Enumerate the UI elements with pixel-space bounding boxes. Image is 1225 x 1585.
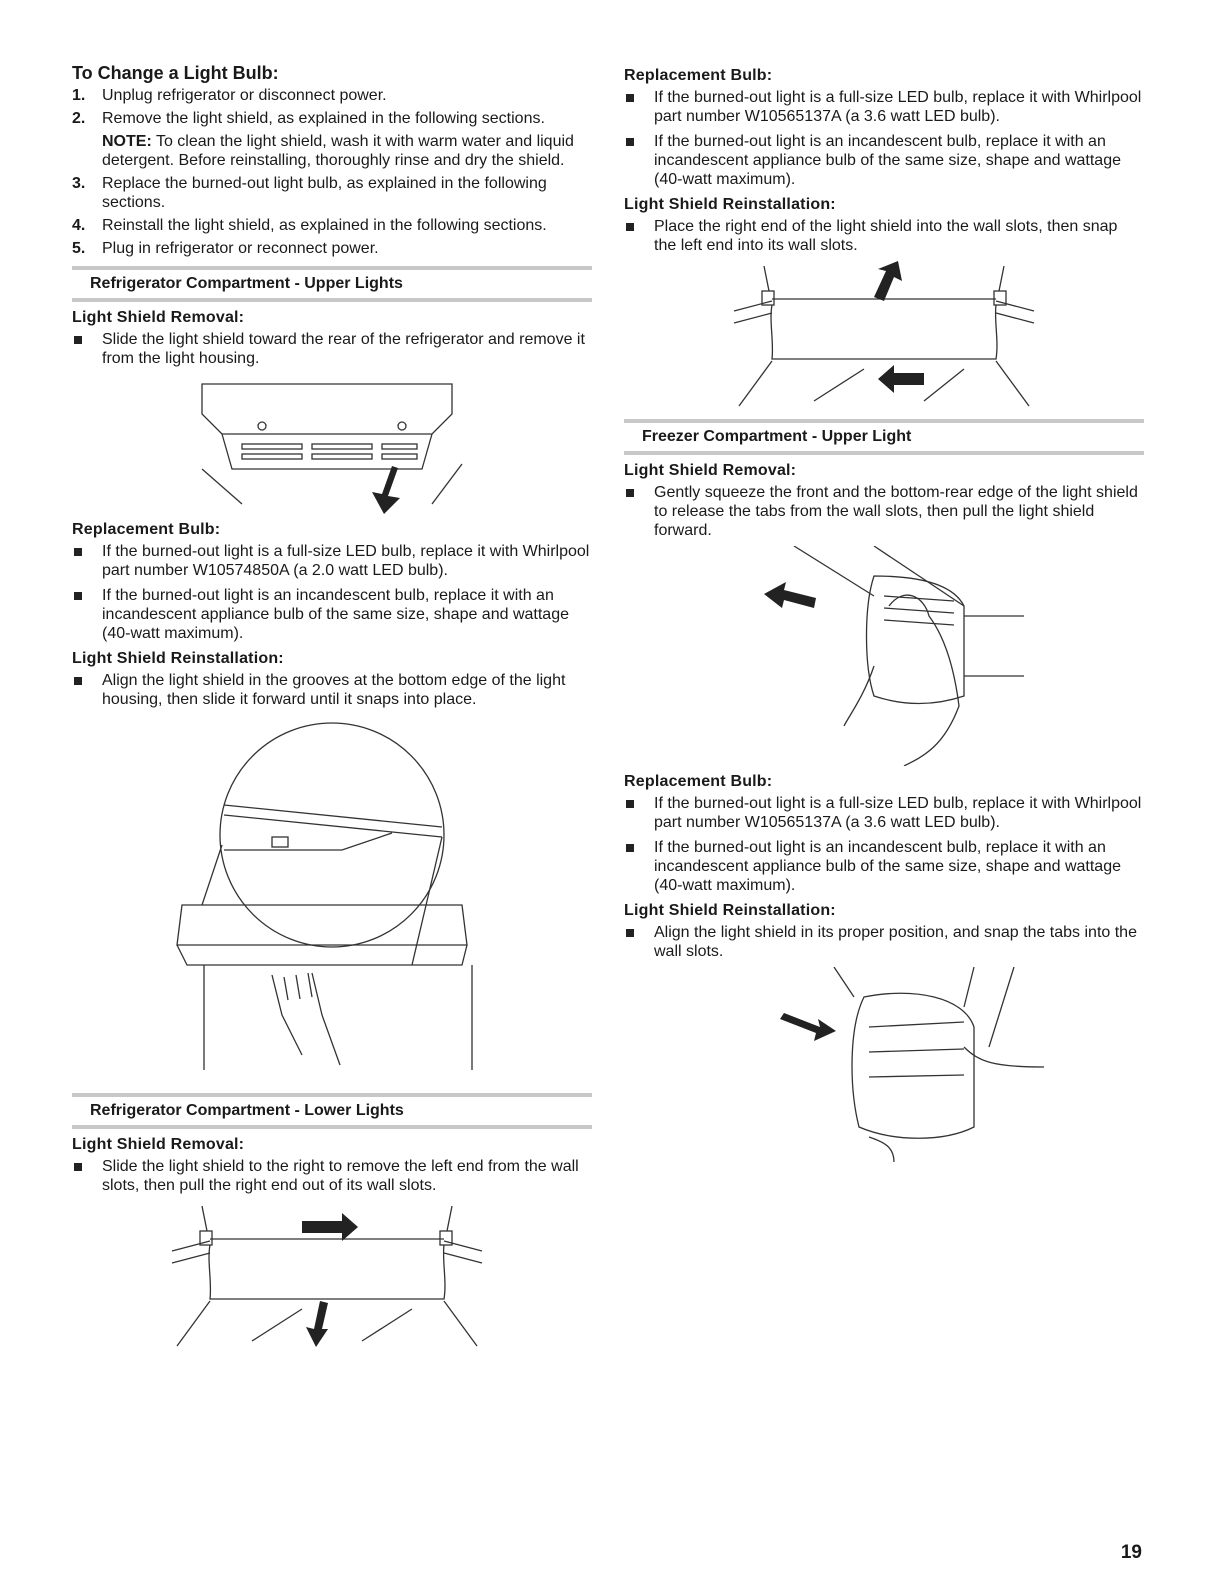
bulb-heading: Replacement Bulb: bbox=[72, 521, 221, 538]
step-text: Remove the light shield, as explained in the following sections. bbox=[102, 110, 545, 127]
step-number: 5. bbox=[72, 240, 86, 257]
bulb-heading: Replacement Bulb: bbox=[624, 773, 773, 790]
step-text: Reinstall the light shield, as explained in the following sections. bbox=[102, 217, 547, 234]
section-title: To Change a Light Bulb: bbox=[72, 63, 279, 83]
section-band-lower-lights: Refrigerator Compartment - Lower Lights bbox=[72, 1093, 592, 1129]
bullet-item: If the burned-out light is an incandescent bulb, replace it with an incandescent appliance bulb of the same size, shape and wattage (40-watt maximum). bbox=[624, 132, 1144, 189]
step-number: 2. bbox=[72, 110, 86, 127]
right-column bbox=[624, 62, 1144, 1173]
removal-list bbox=[72, 330, 592, 368]
step-item bbox=[72, 109, 592, 170]
step-number: 1. bbox=[72, 87, 86, 104]
section-band-freezer-light: Freezer Compartment - Upper Light bbox=[624, 419, 1144, 455]
reinstall-heading: Light Shield Reinstallation: bbox=[624, 902, 836, 919]
step-item bbox=[72, 174, 592, 212]
bullet-item: If the burned-out light is a full-size LED bulb, replace it with Whirlpool part number W10565137A (a 3.6 watt LED bulb). bbox=[624, 794, 1144, 832]
freezer-reinstall-illustration bbox=[724, 967, 1044, 1167]
removal-heading: Light Shield Removal: bbox=[624, 462, 797, 479]
bullet-item: Slide the light shield toward the rear of the refrigerator and remove it from the light housing. bbox=[72, 330, 592, 368]
bullet-item: If the burned-out light is an incandescent bulb, replace it with an incandescent appliance bulb of the same size, shape and wattage (40-watt maximum). bbox=[624, 838, 1144, 895]
step-item bbox=[72, 239, 592, 258]
reinstall-heading: Light Shield Reinstallation: bbox=[72, 650, 284, 667]
upper-light-removal-illustration bbox=[172, 374, 492, 514]
bullet-item: If the burned-out light is an incandescent bulb, replace it with an incandescent appliance bulb of the same size, shape and wattage (40-watt maximum). bbox=[72, 586, 592, 643]
bullet-item: If the burned-out light is a full-size LED bulb, replace it with Whirlpool part number W10565137A (a 3.6 watt LED bulb). bbox=[624, 88, 1144, 126]
bullet-item: Align the light shield in its proper position, and snap the tabs into the wall slots. bbox=[624, 923, 1144, 961]
upper-light-reinstall-illustration bbox=[162, 715, 502, 1085]
lower-light-reinstall-illustration bbox=[724, 261, 1044, 411]
bullet-item: Slide the light shield to the right to remove the left end from the wall slots, then pull the right end out of its wall slots. bbox=[72, 1157, 592, 1195]
lower-light-removal-illustration bbox=[162, 1201, 502, 1351]
reinstall-list bbox=[624, 923, 1144, 961]
bulb-list bbox=[72, 542, 592, 643]
removal-list bbox=[72, 1157, 592, 1195]
step-text: Replace the burned-out light bulb, as explained in the following sections. bbox=[102, 175, 547, 211]
removal-heading: Light Shield Removal: bbox=[72, 309, 245, 326]
bullet-item: Place the right end of the light shield into the wall slots, then snap the left end into its wall slots. bbox=[624, 217, 1144, 255]
page-number: 19 bbox=[1120, 1542, 1142, 1563]
section-band-upper-lights: Refrigerator Compartment - Upper Lights bbox=[72, 266, 592, 302]
step-item bbox=[72, 216, 592, 235]
reinstall-heading: Light Shield Reinstallation: bbox=[624, 196, 836, 213]
bulb-list bbox=[624, 88, 1144, 189]
bullet-item: Gently squeeze the front and the bottom-rear edge of the light shield to release the tabs from the wall slots, then pull the light shield forward. bbox=[624, 483, 1144, 540]
note-text: To clean the light shield, wash it with warm water and liquid detergent. Before reinstalling, thoroughly rinse and dry the shield. bbox=[102, 133, 574, 169]
left-column bbox=[72, 62, 592, 1357]
reinstall-list bbox=[624, 217, 1144, 255]
reinstall-list bbox=[72, 671, 592, 709]
freezer-removal-illustration bbox=[724, 546, 1044, 766]
note bbox=[102, 132, 592, 170]
bulb-list bbox=[624, 794, 1144, 895]
step-item bbox=[72, 86, 592, 105]
step-number: 3. bbox=[72, 175, 86, 192]
bullet-item: Align the light shield in the grooves at the bottom edge of the light housing, then slide it forward until it snaps into place. bbox=[72, 671, 592, 709]
removal-heading: Light Shield Removal: bbox=[72, 1136, 245, 1153]
step-text: Unplug refrigerator or disconnect power. bbox=[102, 87, 387, 104]
bullet-item: If the burned-out light is a full-size LED bulb, replace it with Whirlpool part number W10574850A (a 2.0 watt LED bulb). bbox=[72, 542, 592, 580]
step-text: Plug in refrigerator or reconnect power. bbox=[102, 240, 379, 257]
step-number: 4. bbox=[72, 217, 86, 234]
note-label: NOTE: bbox=[102, 133, 152, 150]
removal-list bbox=[624, 483, 1144, 540]
bulb-heading: Replacement Bulb: bbox=[624, 67, 773, 84]
steps-list bbox=[72, 86, 592, 258]
